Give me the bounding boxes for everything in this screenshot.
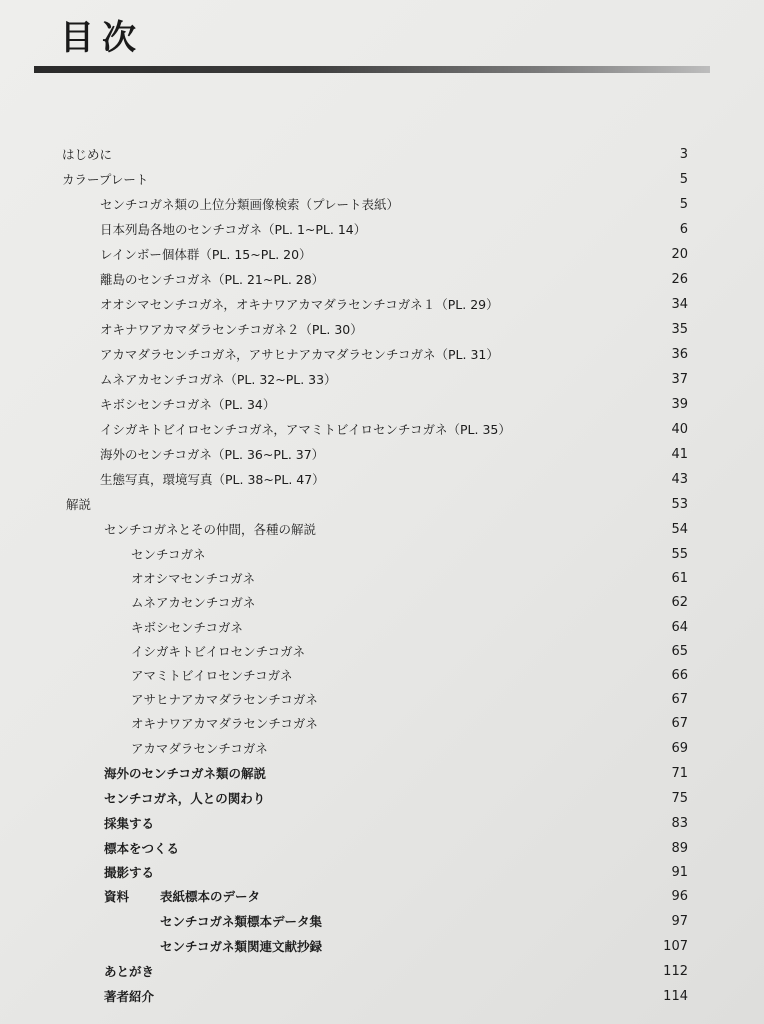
toc-entry — [104, 984, 688, 1008]
toc-entry — [100, 392, 688, 416]
toc-entry-label: 海外のセンチコガネ類の解説 — [104, 766, 267, 781]
toc-entry-page: 65 — [671, 643, 688, 659]
toc-entry-page: 112 — [663, 963, 688, 979]
toc-entry-page: 39 — [671, 396, 688, 412]
leader-dots — [372, 217, 654, 241]
toc-entry-page: 35 — [671, 321, 688, 337]
toc-entry — [100, 442, 688, 466]
toc-entry-label: ムネアカセンチコガネ — [131, 595, 256, 610]
toc-entry-page: 54 — [671, 521, 688, 537]
page-title: 目次 — [60, 18, 144, 58]
toc-entry — [131, 639, 688, 663]
toc-entry-label: オオシマセンチコガネ — [131, 571, 256, 586]
leader-dots — [185, 836, 654, 860]
title-rule — [34, 66, 710, 73]
leader-dots — [160, 860, 654, 884]
leader-dots — [318, 242, 654, 266]
toc-entry — [131, 566, 688, 590]
toc-entry-page: 64 — [671, 619, 688, 635]
toc-entry-page: 62 — [671, 594, 688, 610]
leader-dots — [311, 639, 654, 663]
toc-entry-label: アサヒナアカマダラセンチコガネ — [131, 692, 318, 707]
leader-dots — [328, 909, 654, 933]
toc-entry-label: 日本列島各地のセンチコガネ（PL. 1~PL. 14） — [100, 222, 367, 237]
toc-entry-label: アマミトビイロセンチコガネ — [131, 668, 293, 683]
toc-entry — [131, 590, 688, 614]
toc-entry — [104, 884, 688, 908]
toc-entry-page: 20 — [671, 246, 688, 262]
toc-entry — [104, 959, 688, 983]
leader-dots — [299, 663, 654, 687]
toc-entry-page: 55 — [671, 546, 688, 562]
toc-entry — [100, 317, 688, 341]
leader-dots — [331, 467, 654, 491]
toc-entry-label: イシガキトビイロセンチコガネ，アマミトビイロセンチコガネ（PL. 35） — [100, 422, 511, 437]
toc-entry — [104, 786, 688, 810]
toc-entry-page: 69 — [671, 740, 688, 756]
leader-dots — [266, 884, 654, 908]
toc-entry-label: 著者紹介 — [104, 989, 155, 1004]
toc-entry-label: 採集する — [104, 816, 155, 831]
toc-entry-label: センチコガネ，人との関わり — [104, 791, 266, 806]
leader-dots — [369, 317, 654, 341]
leader-dots — [324, 687, 654, 711]
toc-entry-label: 標本をつくる — [104, 841, 180, 856]
toc-entry-label: センチコガネ類標本データ集 — [160, 914, 323, 929]
toc-entry-label: あとがき — [104, 964, 155, 979]
toc-entry — [100, 292, 688, 316]
toc-entry — [104, 860, 688, 884]
leader-dots — [118, 142, 654, 166]
leader-dots — [271, 786, 654, 810]
toc-entry-page: 83 — [671, 815, 688, 831]
toc-entry-page: 5 — [679, 171, 688, 187]
toc-entry-label: オキナワアカマダラセンチコガネ — [131, 716, 318, 731]
toc-entry-page: 40 — [671, 421, 688, 437]
leader-dots — [343, 367, 654, 391]
toc-entry-label: 撮影する — [104, 865, 155, 880]
leader-dots — [261, 590, 654, 614]
leader-dots — [261, 566, 654, 590]
toc-entry-page: 5 — [679, 196, 688, 212]
toc-entry-label: センチコガネ — [131, 547, 206, 562]
toc-entry-page: 36 — [671, 346, 688, 362]
toc-entry-label: オオシマセンチコガネ，オキナワアカマダラセンチコガネ１（PL. 29） — [100, 297, 499, 312]
toc-entry-page: 96 — [671, 888, 688, 904]
toc-entry-label: イシガキトビイロセンチコガネ — [131, 644, 306, 659]
toc-entry-label: キボシセンチコガネ — [131, 620, 244, 635]
leader-dots — [330, 267, 654, 291]
toc-entry-label: 生態写真，環境写真（PL. 38~PL. 47） — [100, 472, 325, 487]
toc-entry — [131, 736, 688, 760]
toc-entry-label: 解説 — [66, 497, 92, 512]
toc-entry-page: 71 — [671, 765, 688, 781]
toc-entry-label: はじめに — [62, 147, 113, 162]
toc-entry — [100, 242, 688, 266]
toc-entry — [100, 342, 688, 366]
toc-entry — [100, 467, 688, 491]
toc-entry-label: キボシセンチコガネ（PL. 34） — [100, 397, 276, 412]
leader-dots — [505, 292, 654, 316]
toc-entry — [131, 687, 688, 711]
toc-entry-label: カラープレート — [62, 172, 149, 187]
toc-section-prefix: 資料 — [104, 889, 130, 904]
toc-entry-page: 37 — [671, 371, 688, 387]
toc-entry — [104, 761, 688, 785]
toc-entry — [100, 217, 688, 241]
leader-dots — [160, 984, 654, 1008]
toc-entry-page: 114 — [663, 988, 688, 1004]
toc-entry-page: 43 — [671, 471, 688, 487]
leader-dots — [249, 615, 654, 639]
toc-entry — [131, 711, 688, 735]
toc-entry — [104, 811, 688, 835]
toc-entry-label: オキナワアカマダラセンチコガネ２（PL. 30） — [100, 322, 363, 337]
toc-entry-label: センチコガネとその仲間，各種の解説 — [104, 522, 317, 537]
toc-entry-page: 67 — [671, 715, 688, 731]
toc-entry-label: センチコガネ類関連文献抄録 — [160, 939, 323, 954]
toc-entry-page: 41 — [671, 446, 688, 462]
leader-dots — [274, 736, 654, 760]
leader-dots — [154, 167, 654, 191]
toc-entry — [131, 663, 688, 687]
leader-dots — [517, 417, 654, 441]
leader-dots — [272, 761, 654, 785]
leader-dots — [330, 442, 654, 466]
toc-entry-label: アカマダラセンチコガネ，アサヒナアカマダラセンチコガネ（PL. 31） — [100, 347, 499, 362]
toc-entry — [100, 267, 688, 291]
leader-dots — [160, 811, 654, 835]
toc-entry-label: 表紙標本のデータ — [160, 889, 261, 904]
toc-entry — [160, 934, 688, 958]
leader-dots — [160, 959, 654, 983]
toc-entry — [104, 836, 688, 860]
toc-entry — [100, 192, 688, 216]
toc-entry-page: 91 — [671, 864, 688, 880]
toc-entry — [66, 492, 688, 516]
toc-entry-page: 97 — [671, 913, 688, 929]
toc-entry — [131, 615, 688, 639]
toc-entry — [160, 909, 688, 933]
toc-entry-label: 離島のセンチコガネ（PL. 21~PL. 28） — [100, 272, 325, 287]
toc-entry — [62, 142, 688, 166]
toc-entry-page: 34 — [671, 296, 688, 312]
toc-entry-page: 6 — [679, 221, 688, 237]
toc-entry — [131, 542, 688, 566]
toc-entry-page: 75 — [671, 790, 688, 806]
leader-dots — [322, 517, 654, 541]
toc-entry — [100, 367, 688, 391]
toc-entry-page: 3 — [679, 146, 688, 162]
toc-entry-label: 海外のセンチコガネ（PL. 36~PL. 37） — [100, 447, 325, 462]
toc-entry — [100, 417, 688, 441]
toc-entry-page: 26 — [671, 271, 688, 287]
leader-dots — [328, 934, 654, 958]
leader-dots — [281, 392, 654, 416]
toc-entry — [104, 517, 688, 541]
leader-dots — [212, 542, 654, 566]
toc-entry-page: 107 — [663, 938, 688, 954]
toc-entry-label: アカマダラセンチコガネ — [131, 741, 268, 756]
leader-dots — [505, 342, 654, 366]
toc-entry-page: 61 — [671, 570, 688, 586]
toc-entry-label: ムネアカセンチコガネ（PL. 32~PL. 33） — [100, 372, 337, 387]
toc-entry-page: 53 — [671, 496, 688, 512]
toc-entry — [62, 167, 688, 191]
leader-dots — [405, 192, 654, 216]
toc-entry-page: 66 — [671, 667, 688, 683]
toc-entry-page: 89 — [671, 840, 688, 856]
toc-entry-label: センチコガネ類の上位分類画像検索（プレート表紙） — [100, 197, 400, 212]
toc-entry-label: レインボー個体群（PL. 15~PL. 20） — [100, 247, 312, 262]
leader-dots — [97, 492, 654, 516]
leader-dots — [324, 711, 654, 735]
toc-entry-page: 67 — [671, 691, 688, 707]
